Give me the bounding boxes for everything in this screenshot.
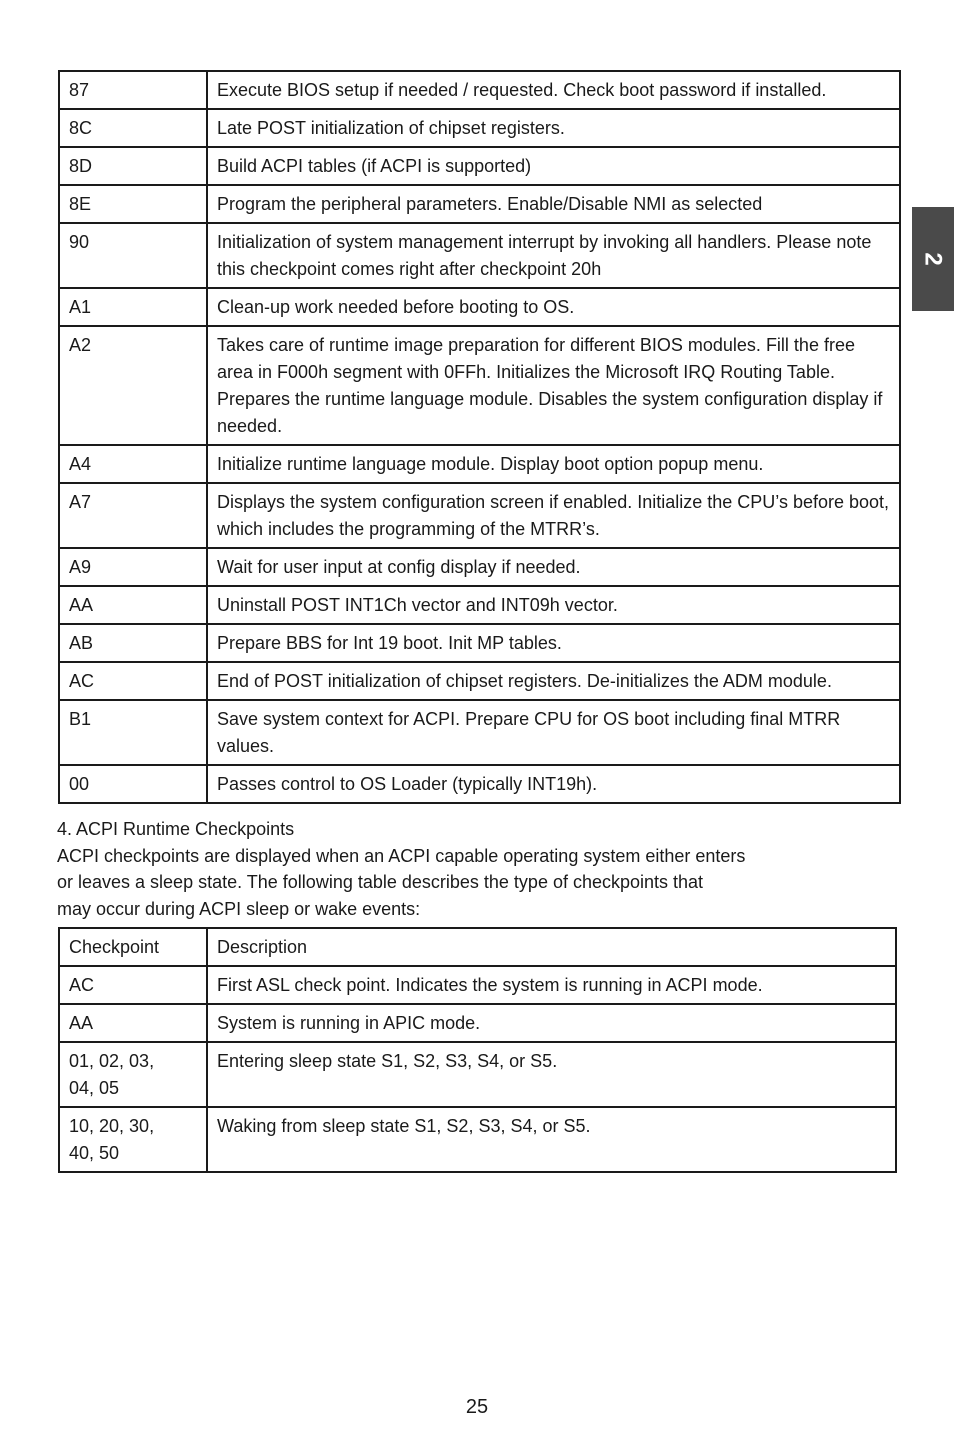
column-header-description: Description <box>207 928 896 966</box>
checkpoint-description: Wait for user input at config display if needed. <box>207 548 900 586</box>
checkpoint-code: A2 <box>59 326 207 445</box>
checkpoint-code: AB <box>59 624 207 662</box>
checkpoint-code: 8E <box>59 185 207 223</box>
checkpoint-code <box>59 1042 207 1107</box>
checkpoint-description: Entering sleep state S1, S2, S3, S4, or S5. <box>207 1042 896 1107</box>
section-text-line: may occur during ACPI sleep or wake events: <box>57 898 421 919</box>
post-checkpoints-table <box>58 70 901 804</box>
checkpoint-code: AA <box>59 586 207 624</box>
page-number: 25 <box>465 1396 489 1418</box>
table-row <box>59 1004 896 1042</box>
table-row <box>59 445 900 483</box>
section-text-line: ACPI checkpoints are displayed when an ACPI capable operating system either enters <box>57 845 746 866</box>
checkpoint-description: First ASL check point. Indicates the system is running in ACPI mode. <box>207 966 896 1004</box>
checkpoint-description: Prepare BBS for Int 19 boot. Init MP tables. <box>207 624 900 662</box>
checkpoint-description: Build ACPI tables (if ACPI is supported) <box>207 147 900 185</box>
table-row <box>59 109 900 147</box>
table-row <box>59 1042 896 1107</box>
code-line: 04, 05 <box>69 1078 120 1098</box>
checkpoint-description: Passes control to OS Loader (typically INT19h). <box>207 765 900 803</box>
table-row <box>59 185 900 223</box>
table-row <box>59 765 900 803</box>
checkpoint-code: B1 <box>59 700 207 765</box>
checkpoint-description: Execute BIOS setup if needed / requested. Check boot password if installed. <box>207 71 900 109</box>
checkpoint-code: 8C <box>59 109 207 147</box>
table-row <box>59 223 900 288</box>
table-row <box>59 966 896 1004</box>
checkpoint-code: AC <box>59 662 207 700</box>
table-row <box>59 662 900 700</box>
checkpoint-description: Initialize runtime language module. Display boot option popup menu. <box>207 445 900 483</box>
checkpoint-code <box>59 1107 207 1172</box>
checkpoint-description: End of POST initialization of chipset registers. De-initializes the ADM module. <box>207 662 900 700</box>
checkpoint-code: 90 <box>59 223 207 288</box>
table-row <box>59 624 900 662</box>
checkpoint-code: 00 <box>59 765 207 803</box>
code-line: AA <box>69 1013 94 1033</box>
checkpoint-code: A1 <box>59 288 207 326</box>
checkpoint-description: System is running in APIC mode. <box>207 1004 896 1042</box>
checkpoint-description: Initialization of system management interrupt by invoking all handlers. Please note this checkpoint comes right after checkpoint 20h <box>207 223 900 288</box>
checkpoint-description: Program the peripheral parameters. Enable/Disable NMI as selected <box>207 185 900 223</box>
section-text-line: or leaves a sleep state. The following table describes the type of checkpoints that <box>57 872 704 892</box>
table-row <box>59 326 900 445</box>
checkpoint-code: 8D <box>59 147 207 185</box>
checkpoint-description: Late POST initialization of chipset registers. <box>207 109 900 147</box>
chapter-tab <box>912 207 954 311</box>
table-header-row <box>59 928 896 966</box>
code-line: 10, 20, 30, <box>69 1116 155 1136</box>
table-row <box>59 288 900 326</box>
table-row <box>59 483 900 548</box>
checkpoint-code <box>59 1004 207 1042</box>
checkpoint-description: Save system context for ACPI. Prepare CPU for OS boot including final MTRR values. <box>207 700 900 765</box>
table-row <box>59 71 900 109</box>
checkpoint-description: Clean-up work needed before booting to OS. <box>207 288 900 326</box>
table-row <box>59 147 900 185</box>
column-header-checkpoint: Checkpoint <box>59 928 207 966</box>
table-row <box>59 586 900 624</box>
checkpoint-description: Displays the system configuration screen if enabled. Initialize the CPU’s before boot, which includes the programming of the MTRR’s. <box>207 483 900 548</box>
section-heading: 4. ACPI Runtime Checkpoints <box>57 819 295 839</box>
checkpoint-code: A9 <box>59 548 207 586</box>
checkpoint-description: Takes care of runtime image preparation for different BIOS modules. Fill the free area in F000h segment with 0FFh. Initializes the Microsoft IRQ Routing Table. Prepares the runtime language module. Disables the system configuration display if needed. <box>207 326 900 445</box>
checkpoint-description: Waking from sleep state S1, S2, S3, S4, or S5. <box>207 1107 896 1172</box>
checkpoint-code: 87 <box>59 71 207 109</box>
chapter-number: 2 <box>919 252 947 266</box>
table-row <box>59 1107 896 1172</box>
checkpoint-code: A4 <box>59 445 207 483</box>
checkpoint-code <box>59 966 207 1004</box>
table-row <box>59 548 900 586</box>
checkpoint-description: Uninstall POST INT1Ch vector and INT09h vector. <box>207 586 900 624</box>
table-row <box>59 700 900 765</box>
checkpoint-code: A7 <box>59 483 207 548</box>
code-line: 40, 50 <box>69 1143 120 1163</box>
acpi-section <box>57 816 857 922</box>
code-line: 01, 02, 03, <box>69 1051 155 1071</box>
acpi-checkpoints-table <box>58 927 897 1173</box>
code-line: AC <box>69 975 95 995</box>
